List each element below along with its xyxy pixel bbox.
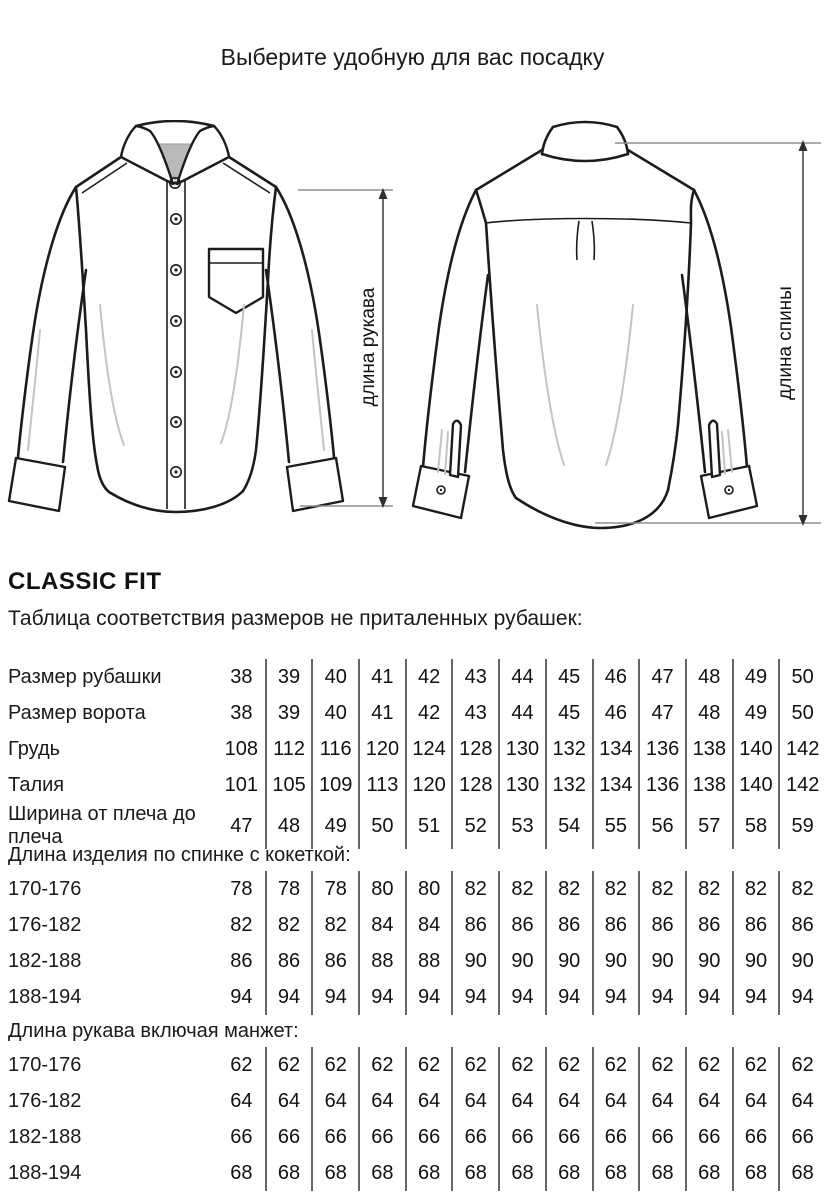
right-sleeve-inner [266,270,289,462]
size-value: 94 [778,979,825,1015]
size-value: 62 [498,1047,545,1083]
size-value: 62 [545,1047,592,1083]
size-value: 90 [732,943,779,979]
size-value: 62 [732,1047,779,1083]
size-value: 120 [405,767,452,803]
size-value: 86 [265,943,312,979]
size-value: 124 [405,731,452,767]
crease-line [606,305,633,465]
right-armhole [691,190,694,223]
body-right-side [668,223,691,490]
size-value: 39 [265,659,312,695]
size-value: 62 [592,1047,639,1083]
row-label: Размер рубашки [8,665,162,688]
size-value: 53 [498,803,545,849]
collar-bottom-edge [542,154,628,161]
left-sleeve-inner [63,270,86,462]
left-sleeve-inner [465,275,488,472]
size-value: 44 [498,659,545,695]
size-value: 49 [732,659,779,695]
size-value: 64 [230,1089,253,1112]
size-value: 113 [358,767,405,803]
size-value: 142 [778,767,825,803]
size-value: 82 [778,871,825,907]
row-label: 188-194 [8,1161,82,1184]
crease-line [728,430,732,472]
size-value: 68 [778,1155,825,1191]
size-value: 51 [405,803,452,849]
size-value: 48 [265,803,312,849]
size-value: 68 [265,1155,312,1191]
size-value: 64 [778,1083,825,1119]
size-value: 68 [311,1155,358,1191]
table-row [0,1047,825,1083]
size-value: 86 [498,907,545,943]
size-value: 88 [358,943,405,979]
size-value: 64 [498,1083,545,1119]
size-value: 64 [545,1083,592,1119]
size-value: 68 [685,1155,732,1191]
size-value: 86 [230,949,253,972]
size-value: 64 [451,1083,498,1119]
size-value: 62 [685,1047,732,1083]
classic-fit-heading: CLASSIC FIT [8,568,162,595]
table-row [0,1083,825,1119]
size-value: 46 [592,659,639,695]
size-value: 41 [358,659,405,695]
size-value: 64 [311,1083,358,1119]
size-value: 94 [638,979,685,1015]
size-value: 90 [778,943,825,979]
size-table-subtitle: Таблица соответствия размеров не приталенных рубашек: [8,607,583,630]
shirt-front-diagram [0,120,412,540]
sleeve-length-label: длина рукава [358,287,379,407]
right-sleeve-outer [694,190,747,467]
table-section-title: Длина рукава включая манжет: [8,1019,299,1042]
size-value: 138 [685,767,732,803]
chest-pocket [209,249,263,313]
size-value: 82 [498,871,545,907]
row-label: Размер ворота [8,701,146,724]
size-value: 45 [545,695,592,731]
right-cuff [701,466,757,518]
size-value: 82 [311,907,358,943]
pleat-line [592,221,594,260]
size-value: 55 [592,803,639,849]
size-value: 128 [451,767,498,803]
collar-left-edge [542,127,553,154]
size-value: 94 [230,985,253,1008]
table-row [0,1119,825,1155]
table-section-title: Длина изделия по спинке с кокеткой: [8,843,351,866]
size-value: 62 [405,1047,452,1083]
size-value: 54 [545,803,592,849]
table-row [0,731,825,767]
table-row [0,907,825,943]
size-value: 56 [638,803,685,849]
size-value: 62 [778,1047,825,1083]
size-value: 80 [405,871,452,907]
collar-top-edge [136,121,214,126]
table-row [0,943,825,979]
size-value: 90 [592,943,639,979]
shirt-front-body [9,121,343,512]
size-value: 94 [685,979,732,1015]
size-value: 134 [592,767,639,803]
body-right-side [243,187,276,491]
size-value: 66 [451,1119,498,1155]
row-label: 170-176 [8,1053,82,1076]
back-length-label: длина спины [775,286,796,400]
size-value: 42 [405,659,452,695]
table-row [0,695,825,731]
table-group [0,659,825,848]
size-value: 82 [732,871,779,907]
row-label: 188-194 [8,985,82,1008]
size-value: 68 [358,1155,405,1191]
crease-line [722,432,725,474]
size-value: 41 [358,695,405,731]
size-value: 94 [311,979,358,1015]
size-value: 50 [778,659,825,695]
size-value: 66 [592,1119,639,1155]
size-value: 86 [732,907,779,943]
size-value: 50 [778,695,825,731]
size-value: 66 [311,1119,358,1155]
size-value: 44 [498,695,545,731]
pleat-line [577,221,579,260]
left-shoulder-line [476,150,542,190]
size-value: 68 [545,1155,592,1191]
cuff-button-dot [440,489,442,491]
size-value: 43 [451,695,498,731]
size-value: 66 [230,1125,253,1148]
size-value: 66 [358,1119,405,1155]
size-value: 86 [545,907,592,943]
size-value: 78 [230,877,253,900]
size-value: 43 [451,659,498,695]
body-left-side [486,223,516,498]
size-value: 82 [592,871,639,907]
size-value: 49 [311,803,358,849]
size-value: 52 [451,803,498,849]
size-value: 82 [451,871,498,907]
size-value: 86 [685,907,732,943]
collar-top-edge [553,122,617,127]
size-value: 38 [230,665,253,688]
size-value: 101 [224,773,259,796]
right-sleeve-inner [682,275,705,472]
size-value: 49 [732,695,779,731]
size-value: 78 [265,871,312,907]
size-value: 94 [732,979,779,1015]
size-value: 42 [405,695,452,731]
size-value: 68 [498,1155,545,1191]
size-value: 120 [358,731,405,767]
size-value: 66 [265,1119,312,1155]
table-group [0,871,825,1015]
size-value: 90 [498,943,545,979]
size-value: 128 [451,731,498,767]
size-value: 64 [685,1083,732,1119]
row-label: Грудь [8,737,61,760]
size-value: 140 [732,767,779,803]
size-value: 105 [265,767,312,803]
size-value: 90 [451,943,498,979]
size-value: 62 [230,1053,253,1076]
row-label: 176-182 [8,1089,82,1112]
size-value: 62 [451,1047,498,1083]
right-cuff [287,458,343,511]
size-value: 94 [358,979,405,1015]
size-value: 64 [592,1083,639,1119]
size-value: 82 [685,871,732,907]
size-value: 66 [498,1119,545,1155]
size-value: 66 [732,1119,779,1155]
size-value: 130 [498,767,545,803]
size-value: 66 [405,1119,452,1155]
size-value: 82 [230,913,253,936]
crease-line [100,305,124,445]
size-value: 66 [685,1119,732,1155]
table-row [0,803,825,848]
shirt-back-body [413,122,757,528]
table-group [0,1047,825,1191]
size-value: 116 [311,731,358,767]
button-row [170,178,181,477]
left-sleeve-outer [423,190,476,467]
size-value: 136 [638,767,685,803]
size-value: 39 [265,695,312,731]
size-value: 62 [311,1047,358,1083]
size-table [0,659,825,1191]
size-value: 50 [358,803,405,849]
row-label: Ширина от плеча до плеча [8,803,196,848]
crease-line [438,430,442,472]
size-value: 64 [405,1083,452,1119]
size-value: 47 [230,814,253,837]
size-value: 86 [311,943,358,979]
row-label: 170-176 [8,877,82,900]
size-value: 134 [592,731,639,767]
hem-curve [109,491,243,512]
left-sleeve-placket [450,421,461,477]
size-value: 48 [685,695,732,731]
size-value: 47 [638,695,685,731]
left-cuff [413,466,469,518]
size-value: 68 [451,1155,498,1191]
size-value: 94 [498,979,545,1015]
size-value: 138 [685,731,732,767]
size-value: 84 [358,907,405,943]
size-value: 94 [545,979,592,1015]
size-value: 48 [685,659,732,695]
right-sleeve-placket [709,421,720,477]
size-value: 88 [405,943,452,979]
size-value: 58 [732,803,779,849]
size-value: 94 [265,979,312,1015]
shirt-diagrams [0,120,825,540]
size-value: 66 [778,1119,825,1155]
size-value: 108 [224,737,259,760]
crease-line [537,305,564,465]
size-value: 86 [451,907,498,943]
size-value: 109 [311,767,358,803]
left-armhole [476,190,486,223]
cuff-button-dot [728,489,730,491]
size-value: 90 [685,943,732,979]
size-value: 94 [405,979,452,1015]
size-value: 84 [405,907,452,943]
size-value: 132 [545,767,592,803]
size-value: 78 [311,871,358,907]
table-row [0,767,825,803]
size-value: 62 [358,1047,405,1083]
size-value: 45 [545,659,592,695]
right-shoulder-line [628,150,694,190]
size-value: 62 [265,1047,312,1083]
row-label: 182-188 [8,949,82,972]
shirt-back-diagram [412,120,825,540]
crease-line [221,305,244,443]
yoke-seam [486,219,691,224]
row-label: Талия [8,773,65,796]
size-value: 82 [545,871,592,907]
size-value: 57 [685,803,732,849]
size-value: 59 [778,803,825,849]
size-value: 82 [265,907,312,943]
size-value: 62 [638,1047,685,1083]
size-value: 86 [778,907,825,943]
size-value: 136 [638,731,685,767]
size-value: 64 [732,1083,779,1119]
size-value: 64 [638,1083,685,1119]
size-value: 66 [638,1119,685,1155]
size-value: 132 [545,731,592,767]
size-value: 46 [592,695,639,731]
size-value: 68 [405,1155,452,1191]
size-value: 90 [638,943,685,979]
size-value: 68 [230,1161,253,1184]
size-value: 130 [498,731,545,767]
size-value: 40 [311,695,358,731]
page-title: Выберите удобную для вас посадку [220,44,605,70]
table-row [0,659,825,695]
size-value: 94 [592,979,639,1015]
size-value: 80 [358,871,405,907]
row-label: 176-182 [8,913,82,936]
size-value: 40 [311,659,358,695]
size-value: 64 [358,1083,405,1119]
size-value: 90 [545,943,592,979]
row-label: 182-188 [8,1125,82,1148]
table-row [0,1155,825,1191]
table-row [0,979,825,1015]
size-value: 142 [778,731,825,767]
size-value: 68 [638,1155,685,1191]
size-value: 86 [638,907,685,943]
size-value: 94 [451,979,498,1015]
left-cuff [9,458,65,511]
size-value: 47 [638,659,685,695]
table-row [0,871,825,907]
crease-line [445,432,448,474]
collar-right-edge [617,127,628,154]
size-value: 68 [732,1155,779,1191]
size-value: 38 [230,701,253,724]
size-value: 86 [592,907,639,943]
size-value: 112 [265,731,312,767]
size-value: 66 [545,1119,592,1155]
size-value: 64 [265,1083,312,1119]
size-value: 68 [592,1155,639,1191]
size-value: 140 [732,731,779,767]
size-value: 82 [638,871,685,907]
